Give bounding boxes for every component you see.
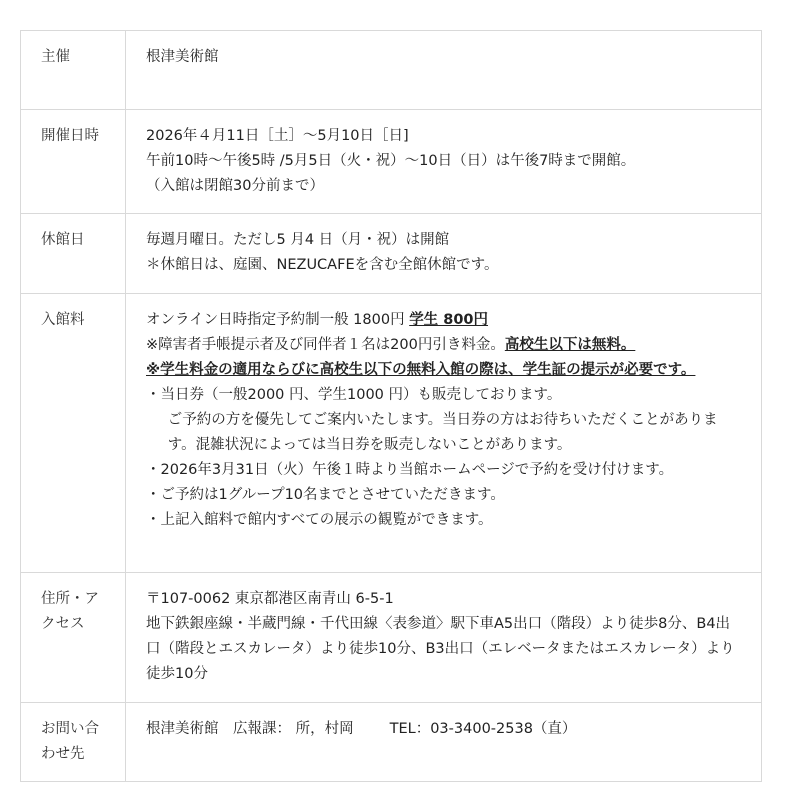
fee-label: 入館料 bbox=[21, 294, 126, 573]
organizer-name: 根津美術館 bbox=[146, 49, 219, 65]
access-label: 住所・アクセス bbox=[21, 573, 126, 703]
contact-name: 根津美術館 広報課： 所，村岡 bbox=[146, 721, 354, 737]
access-row bbox=[21, 573, 762, 703]
hours-dates: 2026年４月11日［土］〜5月10日［日] bbox=[146, 128, 409, 144]
organizer-row bbox=[21, 31, 762, 110]
fee-discount-line bbox=[146, 333, 741, 358]
contact-value bbox=[126, 703, 762, 782]
fee-value bbox=[126, 294, 762, 573]
fee-student-price: 学生 800円 bbox=[409, 312, 489, 328]
contact-line bbox=[146, 717, 741, 742]
fee-reservation-priority: ご予約の方を優先してご案内いたします。当日券の方はお待ちいただくことがあります。混雑状況によっては当日券を販売しないことがあります。 bbox=[167, 412, 718, 453]
closed-row bbox=[21, 214, 762, 294]
fee-group-limit: ・ご予約は1グループ10名までとさせていただきます。 bbox=[146, 487, 505, 503]
contact-label: お問い合わせ先 bbox=[21, 703, 126, 782]
fee-free-note: 高校生以下は無料。 bbox=[504, 337, 636, 353]
fee-student-id-note: ※学生料金の適用ならびに高校生以下の無料入館の際は、学生証の提示が必要です。 bbox=[146, 362, 696, 378]
contact-tel: TEL：03-3400-2538（直） bbox=[389, 721, 577, 737]
hours-entry-note: （入館は閉館30分前まで） bbox=[146, 178, 324, 194]
closed-note: ＊休館日は、庭園、NEZUCAFEを含む全館休館です。 bbox=[146, 257, 499, 273]
access-address: 〒107-0062 東京都港区南青山 6-5-1 bbox=[146, 591, 394, 607]
access-value bbox=[126, 573, 762, 703]
closed-value bbox=[126, 214, 762, 294]
closed-days: 毎週月曜日。ただし5 月4 日（月・祝）は開館 bbox=[146, 232, 450, 248]
closed-label: 休館日 bbox=[21, 214, 126, 294]
fee-discount-text: ※障害者手帳提示者及び同伴者１名は200円引き料金。 bbox=[146, 337, 505, 353]
fee-same-day-ticket: ・当日券（一般2000 円、学生1000 円）も販売しております。 bbox=[146, 387, 562, 403]
fee-general-text: オンライン日時指定予約制一般 1800円 bbox=[146, 312, 410, 328]
hours-value bbox=[126, 110, 762, 214]
access-directions: 地下鉄銀座線・半蔵門線・千代田線〈表参道〉駅下車A5出口（階段）より徒歩8分、B4出口（階段とエスカレータ）より徒歩10分、B3出口（エレベータまたはエスカレータ）より徒歩10分 bbox=[146, 616, 735, 682]
hours-times: 午前10時〜午後5時 /5月5日（火・祝）〜10日（日）は午後7時まで開館。 bbox=[146, 153, 636, 169]
contact-row bbox=[21, 703, 762, 782]
organizer-value bbox=[126, 31, 762, 110]
fee-reservation-start: ・2026年3月31日（火）午後１時より当館ホームページで予約を受け付けます。 bbox=[146, 462, 674, 478]
exhibition-info-table bbox=[20, 30, 762, 782]
hours-label: 開催日時 bbox=[21, 110, 126, 214]
fee-all-exhibits: ・上記入館料で館内すべての展示の観覧ができます。 bbox=[146, 512, 493, 528]
organizer-label: 主催 bbox=[21, 31, 126, 110]
fee-row bbox=[21, 294, 762, 573]
hours-row bbox=[21, 110, 762, 214]
fee-general-line bbox=[146, 308, 741, 333]
